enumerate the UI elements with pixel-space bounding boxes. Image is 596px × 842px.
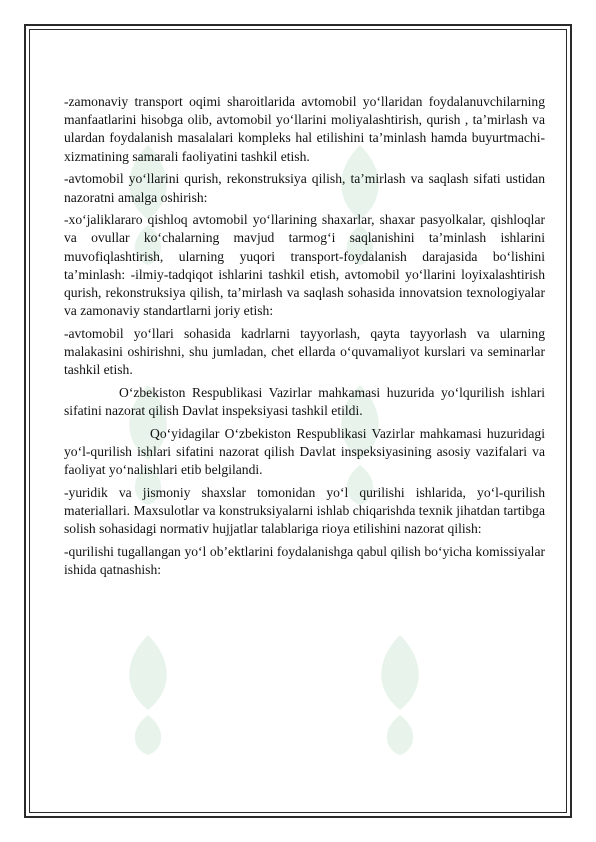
paragraph: O‘zbekiston Respublikasi Vazirlar mahkamasi huzurida yo‘lqurilish ishlari sifatini nazorat qilish Davlat inspeksiyasi tashkil etildi. (64, 385, 545, 419)
paragraph: -avtomobil yo‘llarini qurish, rekonstruksiya qilish, ta’mirlash va saqlash sifati ustidan nazoratni amalga oshirish: (64, 171, 545, 205)
paragraph: -xo‘jaliklararo qishloq avtomobil yo‘llarining shaxarlar, shaxar pasyolkalar, qishloqlar va ovullar ko‘chalarning mavjud tarmog‘i saqlanishini ta’minlash ishlarini muvofiqlashtirish, ularning yuqori transport-foydalanish darajasida bo‘lishini ta’minlash: -ilmiy-tadqiqot ishlarini tashkil etish, avtomobil yo‘llarini loyixalashtirish qurish, rekonstruksiya qilish, ta’mirlash va saqlash sohasida innovatsion texnologiyalar va zamonaviy standartlarni joriy etish: (64, 212, 545, 319)
paragraph: -avtomobil yo‘llari sohasida kadrlarni tayyorlash, qayta tayyorlash va ularning malakasini oshirishni, shu jumladan, chet ellarda o‘quvamaliyot kurslari va seminarlar tashkil etish. (64, 325, 545, 378)
paragraph: -yuridik va jismoniy shaxslar tomonidan yo‘l qurilishi ishlarida, yo‘l-qurilish materiallari. Maxsulotlar va konstruksiyalarni ishlab chiqarishda texnik jihatdan tartibga solish sohasidagi normativ hujjatlar talablariga rioya etilishini nazorat qilish: (64, 485, 545, 537)
paragraph: -zamonaviy transport oqimi sharoitlarida avtomobil yo‘llaridan foydalanuvchilarning manfaatlarini hisobga olib, avtomobil yo‘llarini moliyalashtirish, qurish , ta’mirlash va ulardan foydalanish masalalari kompleks hal etilishini ta’minlash hamda buyurtmachi-xizmatining samarali faoliyatini tashkil etish. (64, 94, 545, 164)
paragraph: -qurilishi tugallangan yo‘l ob’ektlarini foydalanishga qabul qilish bo‘yicha komissiyalar ishida qatnashish: (64, 544, 545, 578)
document-body (64, 93, 545, 584)
paragraph: Qo‘yidagilar O‘zbekiston Respublikasi Vazirlar mahkamasi huzuridagi yo‘l-qurilish ishlari sifatini nazorat qilish Davlat inspeksiyasining asosiy vazifalari va faoliyat yo‘nalishlari etib belgilandi. (64, 425, 545, 478)
